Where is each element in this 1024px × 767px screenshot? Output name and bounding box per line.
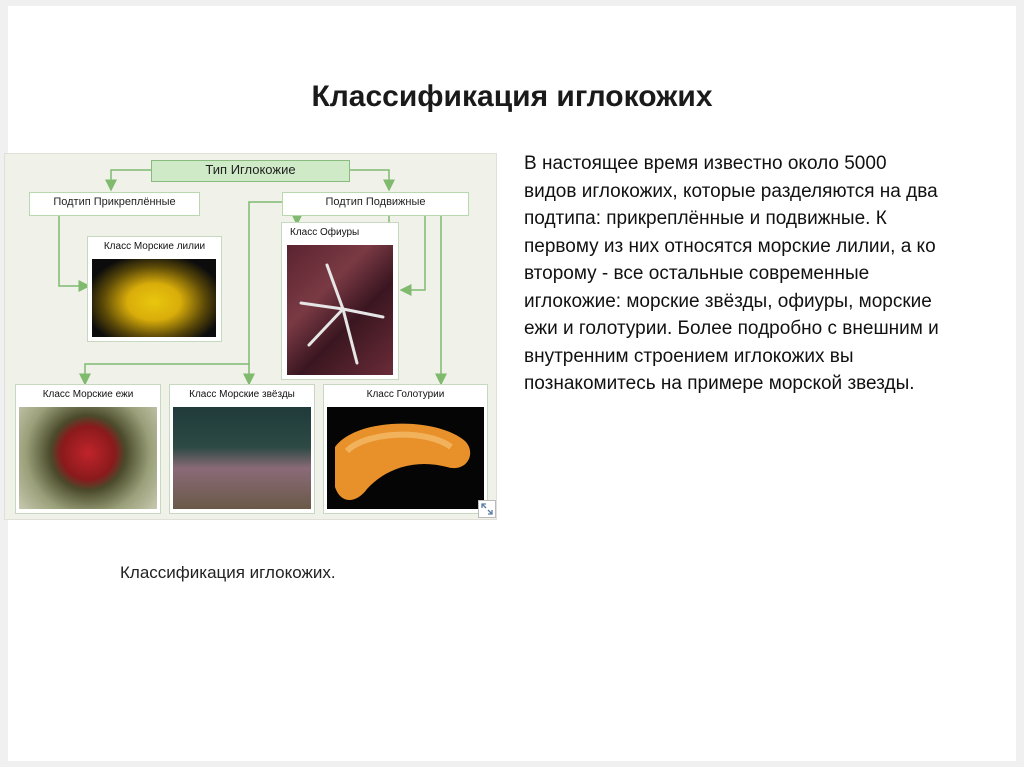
phylum-label: Тип Иглокожие [205,162,296,177]
class-label-ophiuroids: Класс Офиуры [290,227,360,238]
ophiuroid-photo [287,245,393,375]
phylum-box [151,160,350,182]
crinoid-photo [92,259,216,337]
subphylum-attached-box [29,192,200,216]
page-title: Классификация иглокожих [311,80,713,113]
body-line: второму - все остальные современные [524,263,870,284]
class-label-holothuroids: Класс Голотурии [366,389,445,400]
body-line: ежи и голотурии. Более подробно с внешним и [524,318,939,339]
holothurian-photo [327,407,484,509]
expand-button[interactable] [478,500,496,518]
body-line: внутренним строением иглокожих вы [524,345,854,367]
subphylum-free-label: Подтип Подвижные [325,196,426,208]
body-line: иглокожие: морские звёзды, офиуры, морские [524,290,932,312]
class-label-crinoids: Класс Морские лилии [103,241,206,252]
body-line: видов иглокожих, которые разделяются на два [524,180,938,202]
ophiuroid-figure [287,245,393,375]
class-card-crinoids [87,236,222,342]
expand-icon [479,501,495,517]
asteroid-photo [173,407,311,509]
class-card-holothuroids [323,384,488,514]
class-card-asteroids [169,384,315,514]
classification-diagram [4,153,497,520]
subphylum-free-box [282,192,469,216]
body-text [524,150,1004,398]
echinoid-photo [19,407,157,509]
body-line: познакомитесь на примере морской звезды. [524,373,915,394]
body-line: первому из них относятся морские лилии, а ко [524,235,936,257]
subphylum-attached-label: Подтип Прикреплённые [53,196,176,208]
class-card-ophiuroids [281,222,399,380]
body-line: В настоящее время известно около 5000 [524,153,887,174]
class-label-echinoids: Класс Морские ежи [42,389,134,400]
figure-caption: Классификация иглокожих. [120,563,336,582]
holothurian-figure [327,407,484,509]
class-label-asteroids: Класс Морские звёзды [189,389,295,400]
class-card-echinoids [15,384,161,514]
body-line: подтипа: прикреплённые и подвижные. К [524,208,887,229]
